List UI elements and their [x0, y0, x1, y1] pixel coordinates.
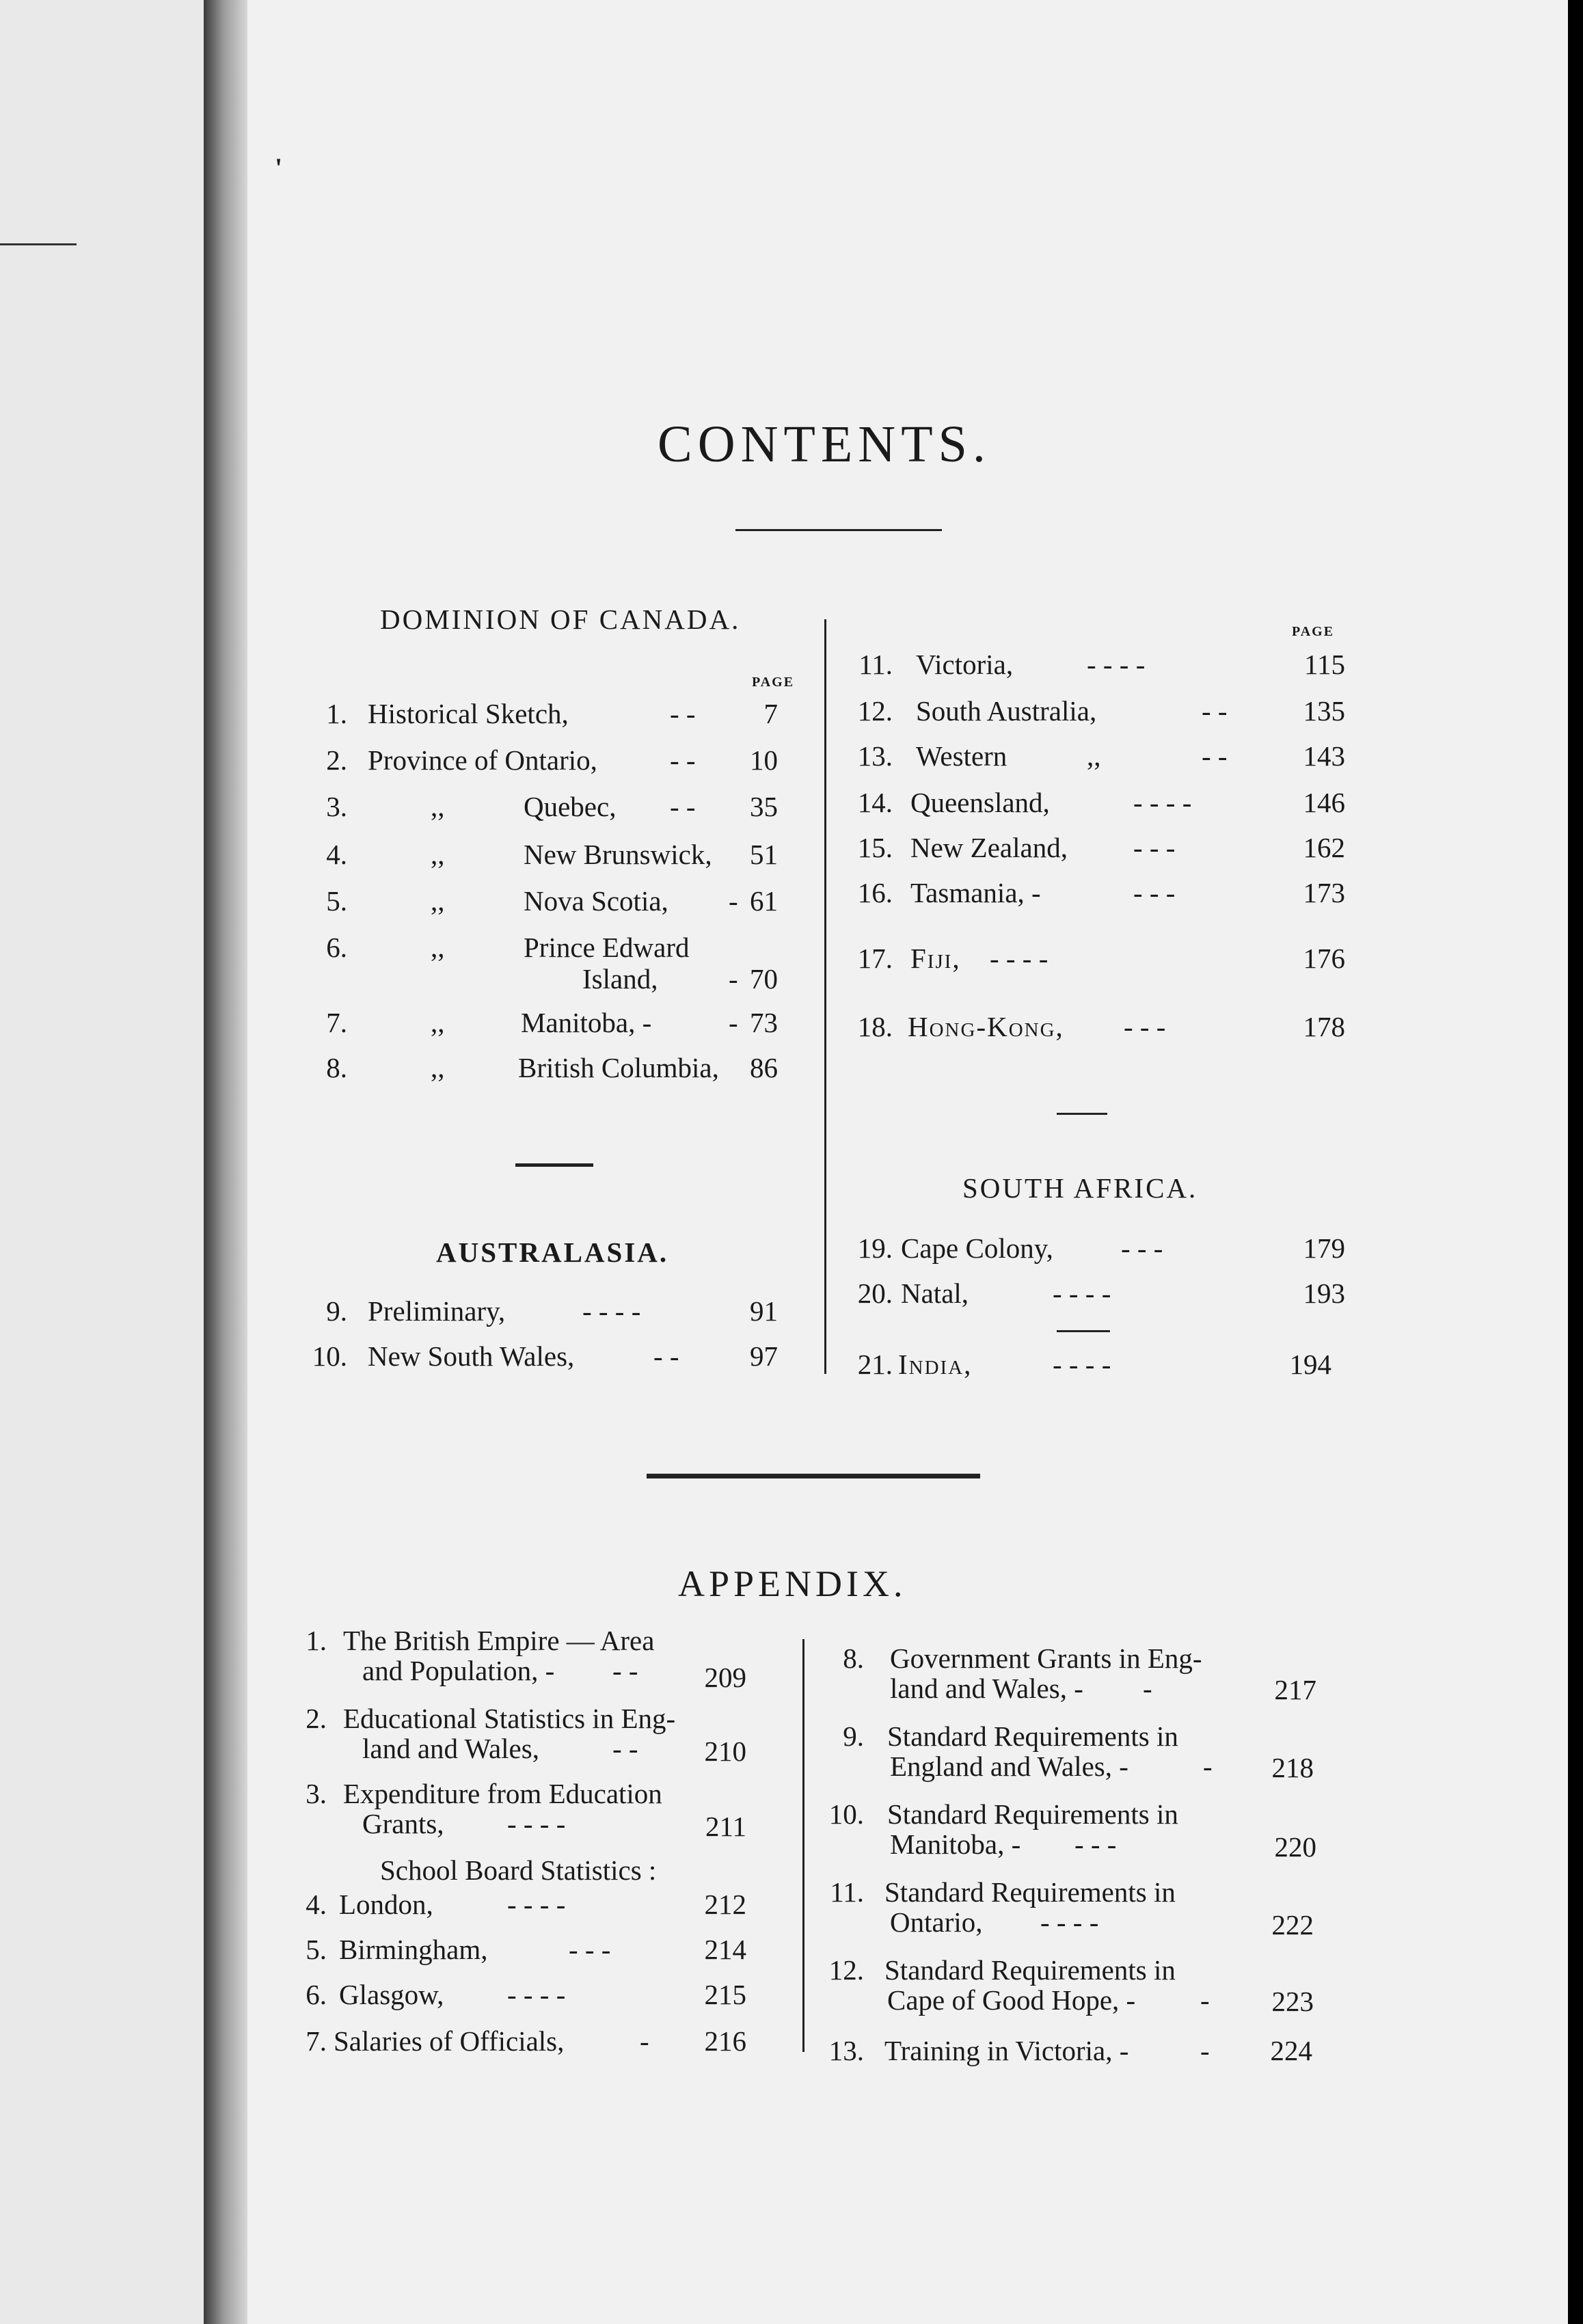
entry-page: 146 [1303, 787, 1345, 818]
section-divider [515, 1163, 593, 1167]
title-rule [735, 529, 942, 531]
entry-page: 35 [750, 791, 778, 822]
ditto-mark: ,, [431, 885, 445, 917]
entry-number: 16. [857, 877, 893, 908]
entry-page: 212 [704, 1889, 746, 1920]
entry-title-continued: Island, [582, 963, 658, 995]
dot-leader: - - [612, 1733, 638, 1764]
entry-title: India, [898, 1349, 973, 1380]
entry-number: 3. [306, 1778, 327, 1809]
dot-leader: - - - - [1053, 1349, 1111, 1380]
entry-title: Salaries of Officials, [334, 2025, 565, 2057]
entry-number: 15. [857, 832, 893, 863]
dot-leader: - [1203, 1751, 1213, 1782]
dot-leader: - - - - [507, 1889, 566, 1920]
entry-page: 214 [704, 1934, 746, 1965]
entry-title: Manitoba, - [521, 1007, 652, 1038]
entry-page: 222 [1271, 1909, 1314, 1941]
entry-title: Standard Requirements in [887, 1720, 1178, 1752]
appendix-divider [647, 1474, 980, 1478]
page-column-label: PAGE [1292, 624, 1335, 639]
entry-page: 224 [1270, 2035, 1312, 2066]
entry-title-continued: England and Wales, - [890, 1751, 1128, 1782]
dot-leader: - - - - [1087, 649, 1146, 680]
entry-page: 223 [1271, 1986, 1314, 2017]
entry-number: 10. [312, 1340, 347, 1372]
column-divider [824, 619, 826, 1374]
ditto-mark: ,, [431, 1007, 445, 1038]
entry-page: 209 [704, 1662, 746, 1693]
dot-leader: - - [670, 744, 696, 776]
entry-page: 178 [1303, 1011, 1345, 1042]
entry-page: 70 [750, 963, 778, 995]
entry-title: Preliminary, [368, 1295, 506, 1327]
ditto-mark: ,, [431, 791, 445, 822]
entry-number: 1. [326, 698, 347, 729]
entry-title: Glasgow, [339, 1979, 444, 2010]
entry-page: 173 [1303, 877, 1345, 908]
contents-page [247, 0, 1568, 2324]
dot-leader: - - - - [507, 1808, 566, 1839]
dot-leader: - - - [1074, 1828, 1117, 1860]
entry-title: Western [916, 740, 1007, 772]
dot-leader: - - - [569, 1934, 611, 1965]
entry-title-continued: land and Wales, - [890, 1673, 1083, 1704]
entry-number: 9. [326, 1295, 347, 1327]
entry-number: 7. [306, 2025, 327, 2057]
entry-number: 6. [306, 1979, 327, 2010]
entry-title: Expenditure from Education [343, 1778, 662, 1809]
section-divider [1057, 1330, 1110, 1332]
book-gutter [204, 0, 247, 2324]
dot-leader: - [1200, 1984, 1210, 2016]
entry-number: 11. [858, 649, 893, 680]
entry-title-continued: and Population, - [362, 1655, 555, 1686]
entry-number: 4. [306, 1889, 327, 1920]
entry-page: 135 [1303, 695, 1345, 727]
dot-leader: - - [653, 1340, 679, 1372]
entry-page: 51 [750, 839, 778, 870]
entry-number: 2. [306, 1703, 327, 1734]
facing-page-fragment [0, 0, 204, 2324]
entry-title: Cape Colony, [901, 1232, 1053, 1264]
entry-title: Standard Requirements in [887, 1798, 1178, 1830]
entry-page: 194 [1289, 1349, 1331, 1380]
entry-number: 7. [326, 1007, 347, 1038]
entry-title: British Columbia, [518, 1052, 719, 1083]
entry-page: 143 [1303, 740, 1345, 772]
dot-leader: - - - [1124, 1011, 1166, 1042]
entry-title: Province of Ontario, [368, 744, 597, 776]
entry-number: 12. [828, 1954, 864, 1986]
entry-page: 210 [704, 1735, 746, 1767]
entry-title: Prince Edward [524, 932, 690, 963]
dot-leader: - - [612, 1655, 638, 1686]
appendix-heading: APPENDIX. [678, 1563, 907, 1604]
entry-page: 61 [750, 885, 778, 917]
entry-title: New Brunswick, [524, 839, 712, 870]
entry-title-continued: Grants, [362, 1808, 444, 1839]
section-heading-australasia: AUSTRALASIA. [436, 1237, 669, 1268]
dot-leader: - - [670, 791, 696, 822]
entry-title: Queensland, [910, 787, 1050, 818]
dot-leader: - - - - [507, 1979, 566, 2010]
entry-number: 8. [326, 1052, 347, 1083]
entry-title: Birmingham, [339, 1934, 488, 1965]
entry-number: 21. [857, 1349, 893, 1380]
section-heading-south-africa: SOUTH AFRICA. [962, 1172, 1198, 1204]
entry-page: 7 [763, 698, 778, 729]
dot-leader: - - - [1133, 832, 1176, 863]
stray-mark: ' [275, 152, 283, 183]
dot-leader: - - - - [1053, 1278, 1111, 1309]
dot-leader: - [729, 963, 738, 995]
entry-title-continued: Cape of Good Hope, - [887, 1984, 1136, 2016]
dot-leader: - - [1202, 695, 1228, 727]
entry-page: 211 [705, 1811, 746, 1842]
dot-leader: - - - [1121, 1232, 1163, 1264]
dot-leader: - [729, 1007, 738, 1038]
entry-title: South Australia, [916, 695, 1097, 727]
entry-page: 217 [1274, 1674, 1316, 1705]
entry-number: 3. [326, 791, 347, 822]
entry-number: 1. [306, 1625, 327, 1656]
ditto-mark: ,, [431, 1052, 445, 1083]
page-column-label: PAGE [752, 675, 795, 690]
entry-number: 12. [857, 695, 893, 727]
dot-leader: - - [670, 698, 696, 729]
dot-leader: - [1143, 1673, 1152, 1704]
entry-number: 9. [843, 1720, 864, 1752]
dot-leader: - - - - [582, 1295, 641, 1327]
entry-title: Government Grants in Eng- [890, 1643, 1202, 1674]
entry-title: Natal, [901, 1278, 969, 1309]
ditto-mark: ,, [431, 839, 445, 870]
entry-title: New South Wales, [368, 1340, 575, 1372]
dot-leader: - - - - [1040, 1906, 1099, 1938]
entry-title: Victoria, [916, 649, 1014, 680]
entry-title-continued: Manitoba, - [890, 1828, 1021, 1860]
entry-title: Historical Sketch, [368, 698, 569, 729]
facing-page-rule [0, 243, 77, 245]
entry-page: 162 [1303, 832, 1345, 863]
entry-title: New Zealand, [910, 832, 1068, 863]
entry-page: 97 [750, 1340, 778, 1372]
entry-page: 218 [1271, 1752, 1314, 1783]
dot-leader: - [1200, 2035, 1210, 2066]
entry-page: 193 [1303, 1278, 1345, 1309]
entry-number: 13. [857, 740, 893, 772]
entry-title-continued: land and Wales, [362, 1733, 539, 1764]
entry-page: 86 [750, 1052, 778, 1083]
entry-number: 6. [326, 932, 347, 963]
dot-leader: - - [1202, 740, 1228, 772]
entry-number: 19. [857, 1232, 893, 1264]
entry-page: 115 [1304, 649, 1345, 680]
entry-title: The British Empire — Area [343, 1625, 655, 1656]
entry-title: Quebec, [524, 791, 617, 822]
entry-page: 215 [704, 1979, 746, 2010]
entry-number: 14. [857, 787, 893, 818]
ditto-mark: ,, [431, 932, 445, 963]
entry-page: 10 [750, 744, 778, 776]
dot-leader: - [640, 2025, 649, 2057]
entry-number: 13. [828, 2035, 864, 2066]
entry-number: 5. [326, 885, 347, 917]
entry-page: 73 [750, 1007, 778, 1038]
entry-number: 8. [843, 1643, 864, 1674]
section-heading-canada: DOMINION OF CANADA. [380, 604, 741, 635]
entry-title: Standard Requirements in [884, 1954, 1176, 1986]
entry-number: 10. [828, 1798, 864, 1830]
entry-number: 11. [830, 1876, 864, 1908]
entry-title: Training in Victoria, - [884, 2035, 1129, 2066]
dot-leader: - - - - [1133, 787, 1192, 818]
page-title: CONTENTS. [658, 416, 991, 473]
appendix-subheading: School Board Statistics : [380, 1854, 657, 1886]
dot-leader: - [729, 885, 738, 917]
entry-title: Fiji, [910, 943, 961, 974]
appendix-column-divider [802, 1639, 804, 2052]
entry-page: 91 [750, 1295, 778, 1327]
ditto-mark: ,, [1087, 740, 1101, 772]
entry-title: Hong-Kong, [908, 1011, 1064, 1042]
entry-number: 20. [857, 1278, 893, 1309]
entry-page: 179 [1303, 1232, 1345, 1264]
entry-number: 17. [857, 943, 893, 974]
entry-title: Standard Requirements in [884, 1876, 1176, 1908]
entry-title: Tasmania, - [910, 877, 1041, 908]
entry-title: Nova Scotia, [524, 885, 668, 917]
entry-number: 4. [326, 839, 347, 870]
entry-title-continued: Ontario, [890, 1906, 983, 1938]
entry-page: 176 [1303, 943, 1345, 974]
entry-title: Educational Statistics in Eng- [343, 1703, 676, 1734]
entry-page: 220 [1274, 1831, 1316, 1863]
dot-leader: - - - - [990, 943, 1048, 974]
entry-number: 5. [306, 1934, 327, 1965]
entry-number: 2. [326, 744, 347, 776]
entry-number: 18. [857, 1011, 893, 1042]
section-divider [1057, 1113, 1107, 1115]
entry-title: London, [339, 1889, 433, 1920]
entry-page: 216 [704, 2025, 746, 2057]
dot-leader: - - - [1133, 877, 1176, 908]
